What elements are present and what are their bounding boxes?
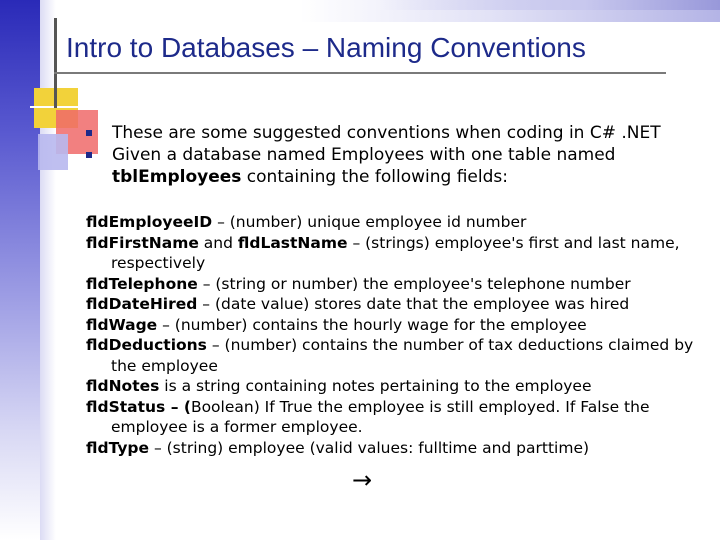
field-name: fldNotes — [86, 377, 160, 395]
field-name: fldEmployeeID — [86, 213, 213, 231]
bullet-list — [86, 122, 706, 188]
bullet-item — [86, 144, 706, 188]
field-desc: – (number) unique employee id number — [212, 213, 527, 231]
title-horizontal-rule — [54, 72, 666, 74]
title-vertical-rule — [54, 18, 57, 108]
field-name: fldFirstName — [86, 233, 199, 252]
square-bullet-icon — [86, 152, 92, 158]
field-name: fldType — [86, 438, 150, 457]
bullet-text: Given a database named Employees with one table named — [112, 145, 616, 165]
field-row — [86, 335, 716, 376]
field-name: fldDeductions — [86, 336, 207, 354]
field-desc: – (number) contains the number of tax deductions claimed by — [206, 336, 694, 354]
field-row — [86, 294, 716, 315]
table-name: tblEmployees — [112, 167, 242, 187]
field-desc: – (date value) stores date that the employee was hired — [197, 295, 630, 313]
field-desc: – (string or number) the employee's telephone number — [197, 274, 631, 293]
right-arrow-icon: → — [352, 466, 373, 494]
field-name: fldLastName — [237, 233, 348, 252]
square-bullet-icon — [86, 130, 92, 136]
field-name: fldStatus — [86, 397, 166, 416]
left-gradient-band — [0, 0, 40, 540]
bullet-text-rest: containing the following fields: — [241, 167, 508, 187]
decor-white-line — [30, 106, 100, 108]
field-desc-bold-prefix: – ( — [165, 397, 191, 416]
slide-title: Intro to Databases – Naming Conventions — [66, 32, 586, 63]
field-desc: – (number) contains the hourly wage for the employee — [157, 315, 587, 334]
field-name: fldWage — [86, 315, 158, 334]
bullet-text: These are some suggested conventions when coding in C# .NET — [112, 123, 661, 143]
decor-blue-square — [38, 134, 68, 170]
field-connector: and — [198, 233, 238, 252]
field-row — [86, 397, 716, 438]
field-desc: – (strings) employee's first and last name, — [347, 233, 680, 252]
field-name: fldTelephone — [86, 274, 198, 293]
field-desc: is a string containing notes pertaining to the employee — [159, 377, 592, 395]
top-gradient-band-inner — [380, 0, 720, 10]
field-row — [86, 233, 716, 274]
field-desc-continued: respectively — [111, 254, 206, 272]
field-row — [86, 315, 716, 336]
field-desc: Boolean) If True the employee is still employed. If False the — [190, 397, 650, 416]
field-row — [86, 212, 716, 233]
bullet-item — [86, 122, 706, 144]
field-list — [86, 212, 716, 458]
field-row — [86, 274, 716, 295]
field-desc: – (string) employee (valid values: fulltime and parttime) — [149, 438, 590, 457]
field-desc-continued: employee is a former employee. — [111, 418, 363, 436]
field-name: fldDateHired — [86, 295, 198, 313]
field-desc-continued: the employee — [111, 356, 218, 375]
field-row — [86, 376, 716, 397]
field-row — [86, 438, 716, 459]
